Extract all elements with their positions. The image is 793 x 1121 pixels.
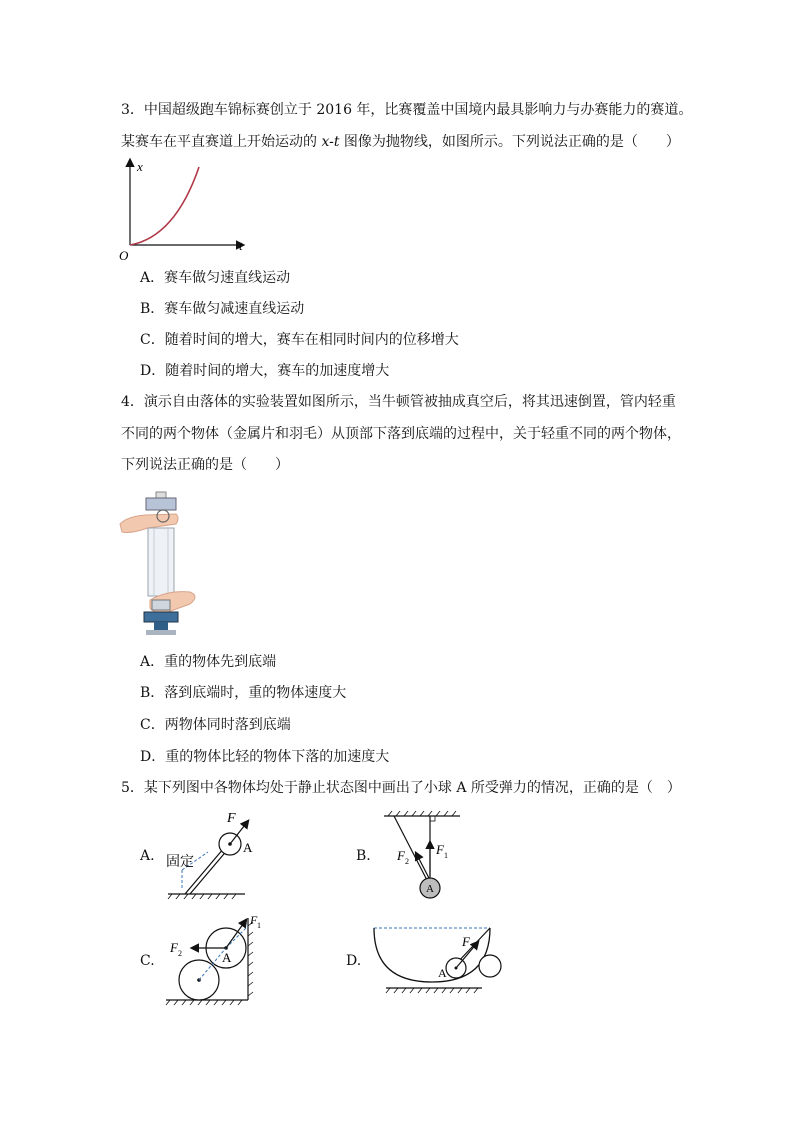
- q5-option-b-label[interactable]: B.: [356, 848, 371, 864]
- svg-text:2: 2: [405, 857, 409, 866]
- q5-figure-b: [380, 808, 470, 903]
- q3-stem-line2-pre: 某赛车在平直赛道上开始运动的: [121, 134, 322, 150]
- q3-stem-line1: 3．中国超级跑车锦标赛创立于 2016 年，比赛覆盖中国境内最具影响力与办赛能力的赛道。: [121, 102, 693, 118]
- q4-stem-line3: 下列说法正确的是（ ）: [121, 457, 289, 473]
- q5-stem: 5．某下列图中各物体均处于静止状态图中画出了小球 A 所受弹力的情况，正确的是（ ）: [121, 780, 681, 796]
- q4-option-d[interactable]: D．重的物体比轻的物体下落的加速度大: [140, 749, 390, 765]
- svg-text:F: F: [436, 842, 444, 857]
- svg-text:F: F: [397, 848, 405, 863]
- q4-stem-line2: 不同的两个物体（金属片和羽毛）从顶部下落到底端的过程中，关于轻重不同的两个物体，: [121, 426, 681, 442]
- svg-text:A: A: [222, 950, 232, 965]
- xt-graph: [115, 155, 255, 265]
- q4-option-c[interactable]: C．两物体同时落到底端: [140, 717, 291, 733]
- t-axis-label: t: [239, 238, 243, 253]
- q4-stem-line1: 4．演示自由落体的实验装置如图所示，当牛顿管被抽成真空后，将其迅速倒置，管内轻重: [121, 394, 676, 410]
- q5-option-a-label[interactable]: A.: [140, 848, 155, 864]
- q3-stem-line2-post: 图像为抛物线，如图所示。下列说法正确的是（ ）: [339, 134, 680, 150]
- svg-text:A: A: [426, 883, 434, 895]
- svg-text:F: F: [170, 940, 178, 955]
- bowl: [374, 928, 490, 982]
- origin-label: O: [119, 248, 129, 263]
- parabola-curve: [130, 167, 199, 245]
- svg-text:F: F: [462, 934, 470, 949]
- svg-text:1: 1: [444, 851, 448, 860]
- svg-text:F: F: [227, 811, 236, 826]
- q3-option-b[interactable]: B．赛车做匀减速直线运动: [140, 301, 305, 317]
- q4-option-b[interactable]: B．落到底端时，重的物体速度大: [140, 685, 347, 701]
- q4-option-a[interactable]: A．重的物体先到底端: [140, 654, 277, 670]
- svg-text:固定: 固定: [166, 855, 194, 870]
- svg-text:F: F: [250, 913, 258, 927]
- svg-text:A: A: [243, 840, 253, 855]
- q5-figure-d: [366, 918, 516, 1003]
- svg-text:2: 2: [178, 949, 182, 958]
- q5-option-c-label[interactable]: C.: [140, 953, 155, 969]
- q3-option-c[interactable]: C．随着时间的增大，赛车在相同时间内的位移增大: [140, 332, 459, 348]
- q5-option-d-label[interactable]: D.: [346, 953, 362, 969]
- q3-option-a[interactable]: A．赛车做匀速直线运动: [140, 270, 291, 286]
- glass-tube: [148, 528, 174, 596]
- q3-option-d[interactable]: D．随着时间的增大，赛车的加速度增大: [140, 363, 390, 379]
- svg-text:1: 1: [257, 921, 261, 930]
- q5-figure-a: [160, 808, 280, 903]
- svg-text:A: A: [438, 966, 447, 980]
- q3-stem-variable: x-t: [321, 134, 340, 150]
- q5-figure-c: [160, 912, 270, 1007]
- newton-tube-photo: [118, 488, 208, 643]
- q3-stem-line2: [121, 132, 680, 152]
- x-axis-label: x: [137, 159, 143, 174]
